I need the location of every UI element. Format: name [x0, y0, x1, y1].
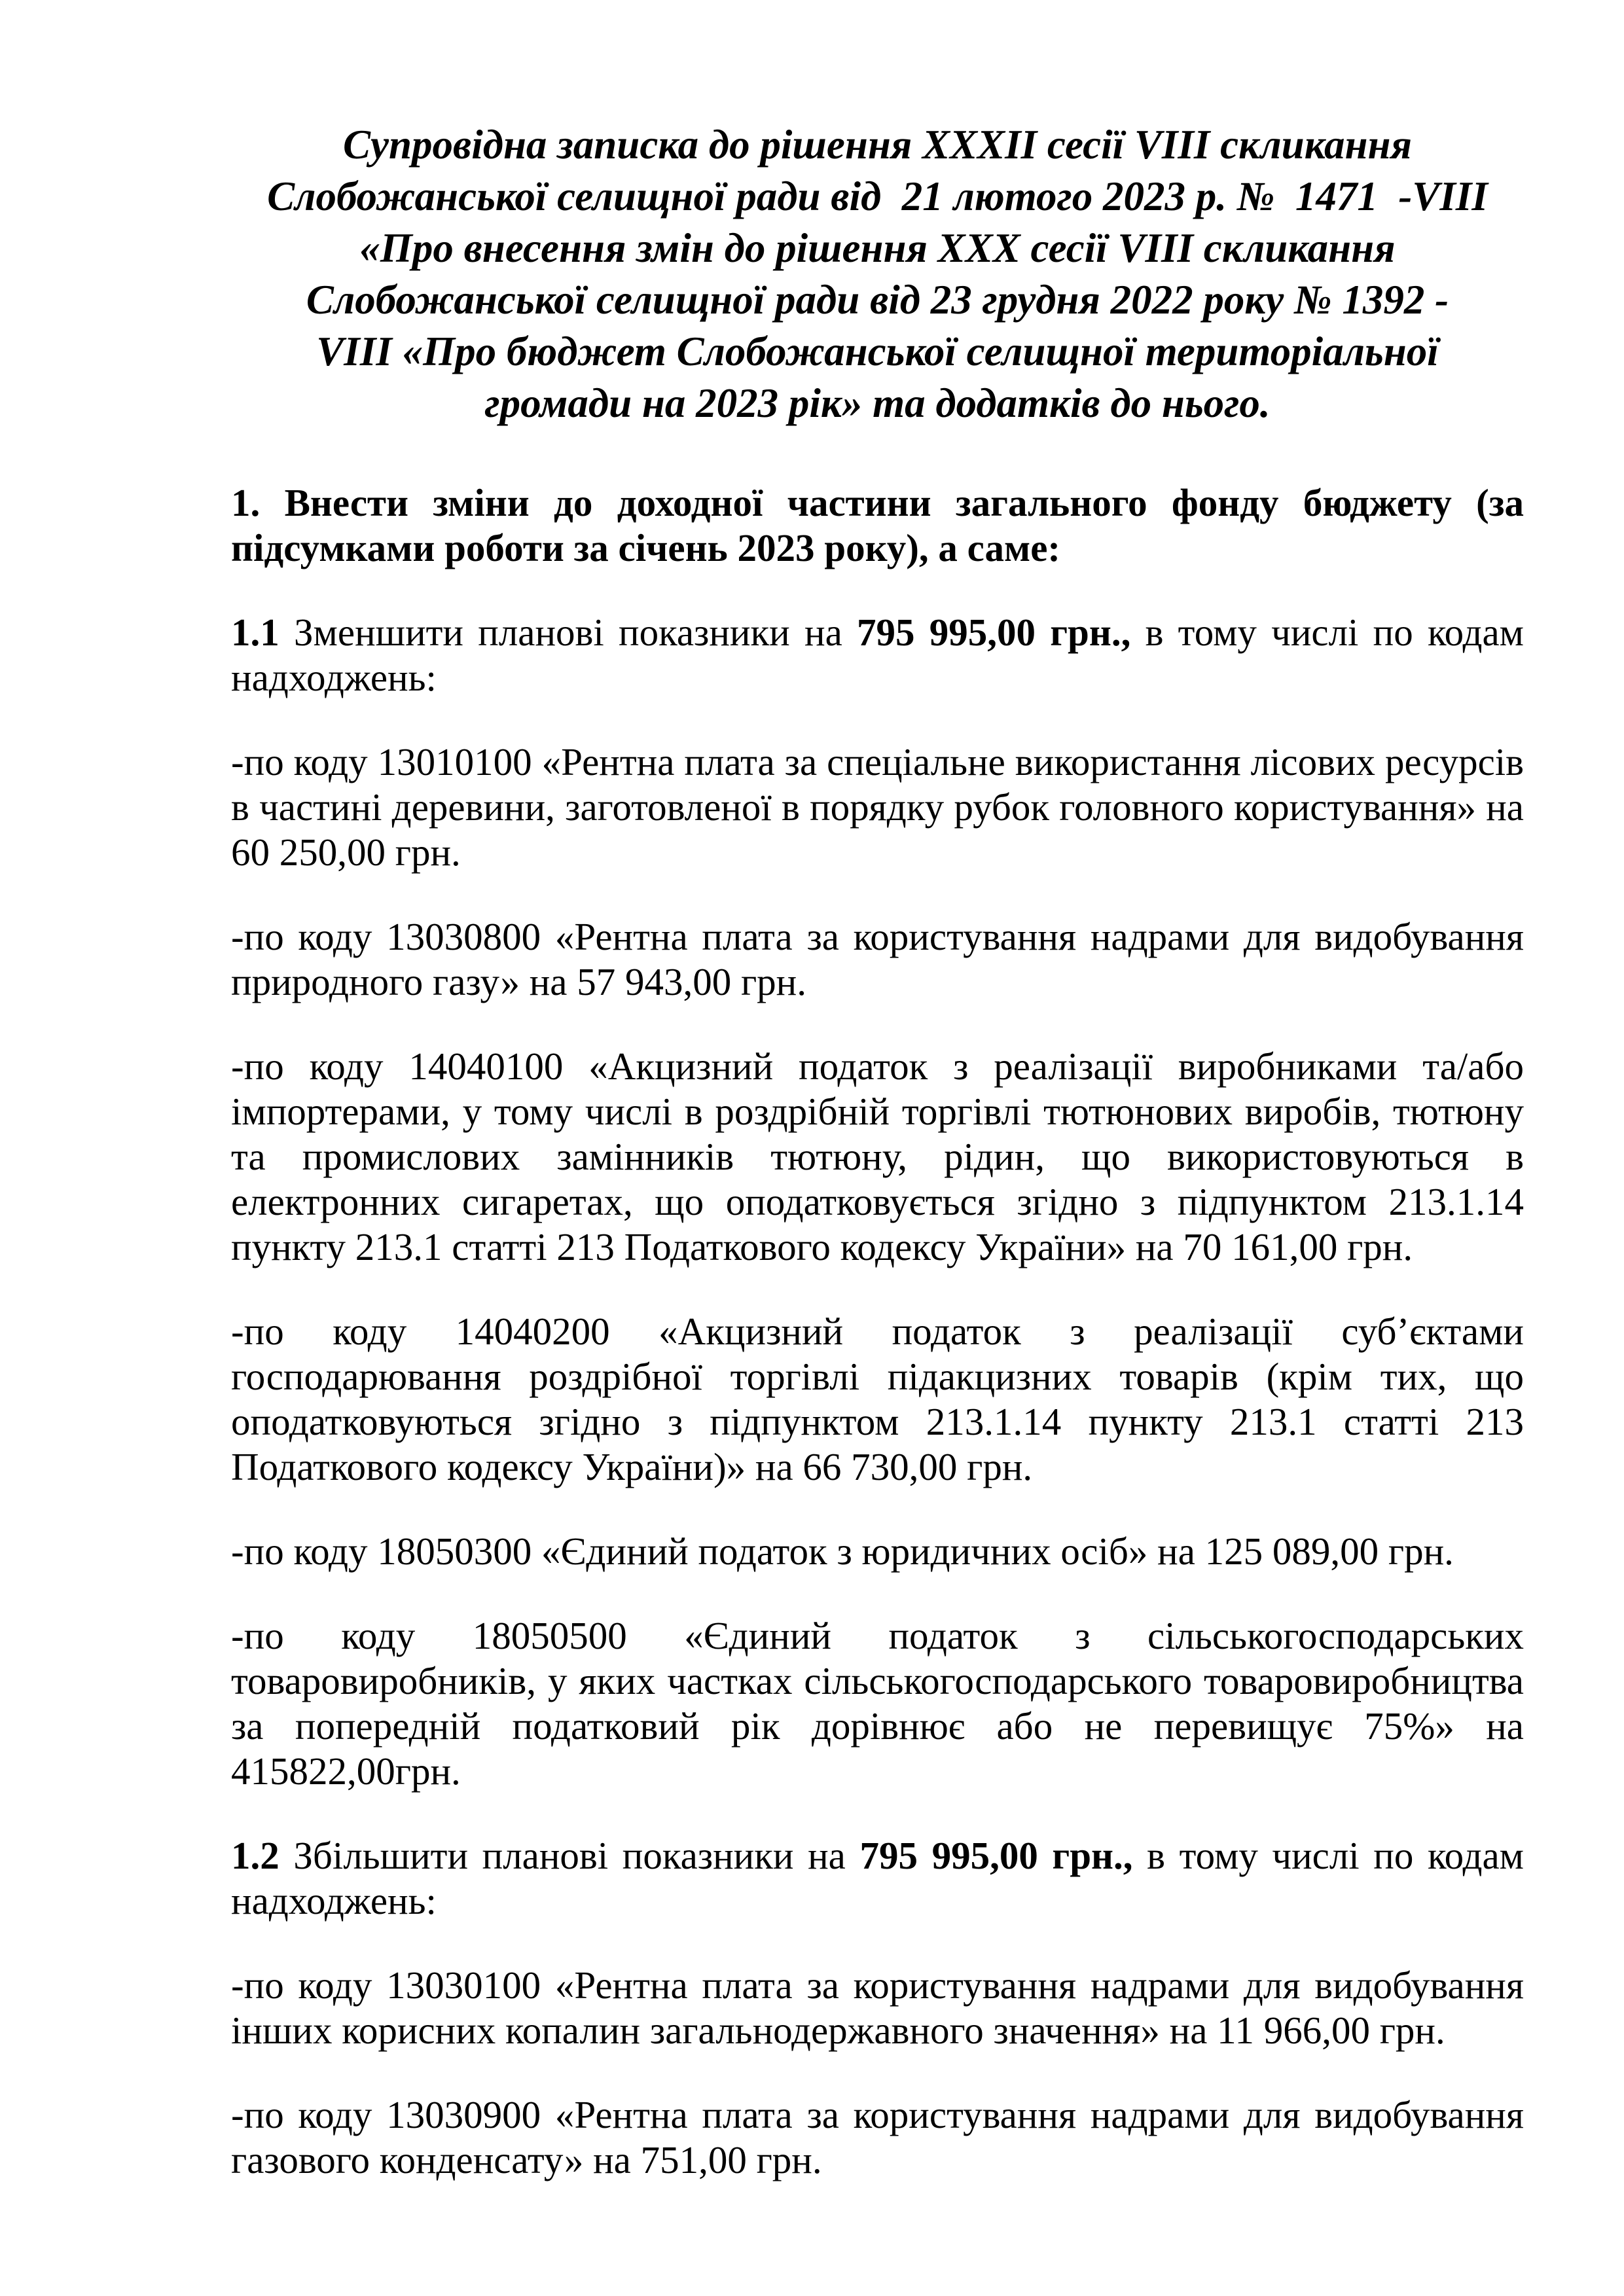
text-run: 1. Внести зміни до доходної частини загального фонду бюджету (за підсумками роботи за січень 2023 року), а саме: — [231, 481, 1524, 569]
text-run: -по коду 14040200 «Акцизний податок з реалізації суб’єктами господарювання роздрібної торгівлі підакцизних товарів (крім тих, що оподатковуються згідно з підпунктом 213.1.14 пункту 213.1 статті 213 Податкового кодексу України)» на 66 730,00 грн. — [231, 1310, 1524, 1488]
text-run: -по коду 13030100 «Рентна плата за користування надрами для видобування інших корисних копалин загальнодержавного значення» на 11 966,00 грн. — [231, 1964, 1524, 2052]
text-run: -по коду 13030800 «Рентна плата за користування надрами для видобування природного газу» на 57 943,00 грн. — [231, 915, 1524, 1003]
title-line: Слобожанської селищної ради від 23 грудня 2022 року № 1392 - — [306, 277, 1449, 323]
text-run: -по коду 18050500 «Єдиний податок з сільськогосподарських товаровиробників, у яких частках сільськогосподарського товаровиробництва за попередній податковий рік дорівнює або не перевищує 75%» на 415822,00грн. — [231, 1614, 1524, 1793]
title-line: «Про внесення змін до рішення XXX сесії VIII скликання — [359, 225, 1396, 271]
document-content — [231, 119, 1524, 2222]
text-run: в тому числі по кодам надходжень: — [231, 611, 1524, 699]
paragraph — [231, 1963, 1524, 2053]
document-body — [231, 480, 1524, 2183]
text-run: -по коду 13010100 «Рентна плата за спеціальне використання лісових ресурсів в частині деревини, заготовленої в порядку рубок головного користування» на 60 250,00 грн. — [231, 740, 1524, 874]
paragraph — [231, 2092, 1524, 2183]
text-run: 795 995,00 грн., — [859, 1834, 1133, 1877]
title-line: Супровідна записка до рішення XXXII сесії VIII скликання — [343, 122, 1412, 168]
paragraph — [231, 740, 1524, 875]
text-run: Зменшити планові показники на — [279, 611, 857, 654]
text-run: -по коду 13030900 «Рентна плата за користування надрами для видобування газового конденсату» на 751,00 грн. — [231, 2093, 1524, 2181]
paragraph — [231, 610, 1524, 700]
text-run: 1.1 — [231, 611, 280, 654]
text-run: в тому числі по кодам надходжень: — [231, 1834, 1524, 1922]
title-line: Слобожанської селищної ради від 21 лютого 2023 р. № 1471 -VIII — [267, 173, 1488, 219]
paragraph — [231, 1529, 1524, 1574]
text-run: 795 995,00 грн., — [857, 611, 1131, 654]
title-line: громади на 2023 рік» та додатків до нього. — [484, 380, 1271, 426]
paragraph — [231, 480, 1524, 571]
text-run: 1.2 — [231, 1834, 280, 1877]
paragraph — [231, 914, 1524, 1005]
text-run: Збільшити планові показники на — [279, 1834, 860, 1877]
paragraph — [231, 1044, 1524, 1270]
paragraph — [231, 1309, 1524, 1490]
text-run: -по коду 18050300 «Єдиний податок з юридичних осіб» на 125 089,00 грн. — [231, 1530, 1454, 1573]
paragraph — [231, 1833, 1524, 1924]
paragraph — [231, 1613, 1524, 1794]
document-title — [231, 119, 1524, 429]
text-run: -по коду 14040100 «Акцизний податок з реалізації виробниками та/або імпортерами, у тому числі в роздрібній торгівлі тютюнових виробів, тютюну та промислових замінників тютюну, рідин, що використовуються в електронних сигаретах, що оподатковується згідно з підпунктом 213.1.14 пункту 213.1 статті 213 Податкового кодексу України» на 70 161,00 грн. — [231, 1045, 1524, 1268]
title-line: VIII «Про бюджет Слобожанської селищної територіальної — [316, 329, 1439, 374]
